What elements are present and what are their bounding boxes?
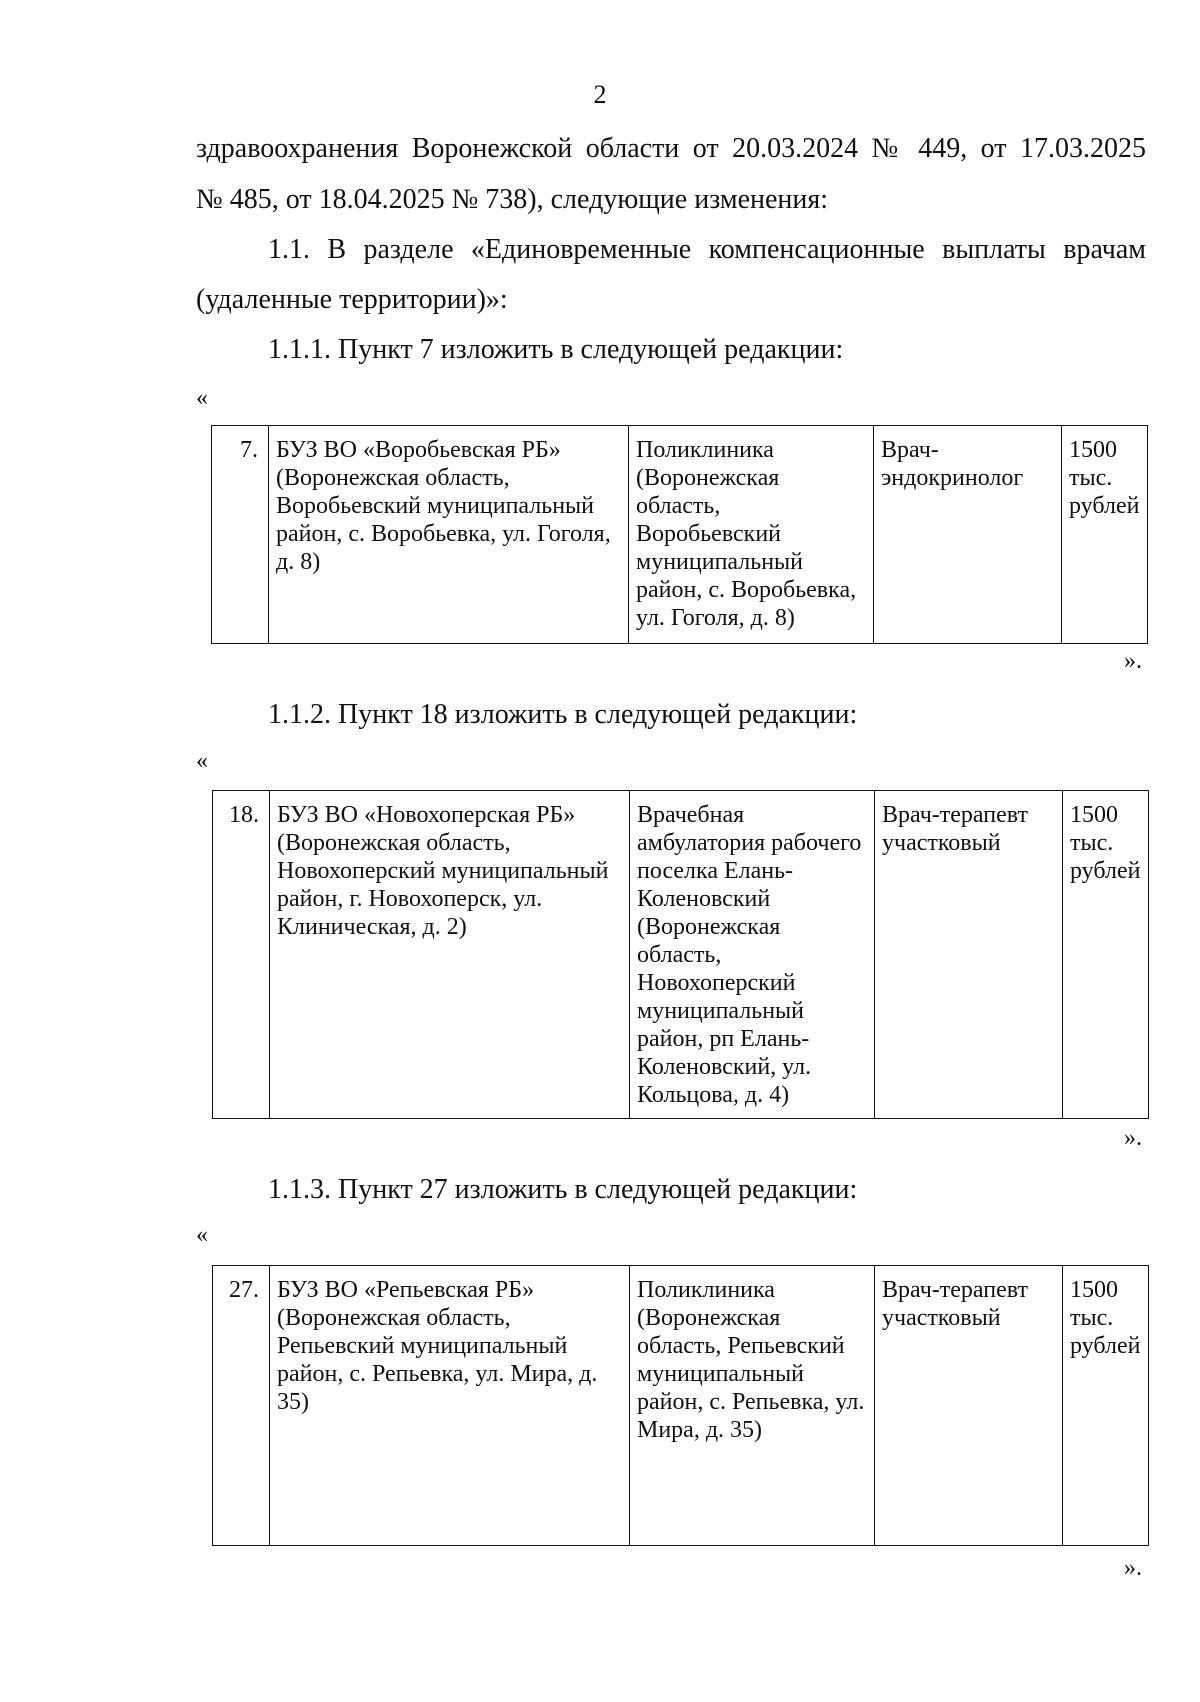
position-cell: Врач-терапевт участковый bbox=[875, 791, 1063, 1119]
unit-cell: Врачебная амбулатория рабочего поселка Елань-Коленовский (Воронежская область, Новохоперский муниципальный район, рп Елань-Коленовский, ул. Кольцова, д. 4) bbox=[630, 791, 875, 1119]
item-heading-18: 1.1.2. Пункт 18 изложить в следующей редакции: bbox=[268, 699, 858, 730]
institution-cell: БУЗ ВО «Новохоперская РБ» (Воронежская область, Новохоперский муниципальный район, г. Новохоперск, ул. Клиническая, д. 2) bbox=[270, 791, 630, 1119]
intro-line-1: здравоохранения Воронежской области от 20.03.2024 № 449, от 17.03.2025 bbox=[196, 133, 1146, 164]
table-row bbox=[213, 1266, 1149, 1546]
table-row bbox=[212, 426, 1148, 644]
quote-open: « bbox=[196, 1222, 208, 1248]
quote-close: ». bbox=[1124, 1125, 1142, 1151]
row-number: 7. bbox=[212, 426, 269, 644]
page-number: 2 bbox=[593, 80, 607, 109]
amount-cell: 1500 тыс. рублей bbox=[1063, 1266, 1149, 1546]
unit-cell: Поликлиника (Воронежская область, Репьевский муниципальный район, с. Репьевка, ул. Мира, д. 35) bbox=[630, 1266, 875, 1546]
quote-open: « bbox=[196, 385, 208, 411]
quote-close: ». bbox=[1124, 648, 1142, 674]
table-row bbox=[213, 791, 1149, 1119]
intro-line-2: № 485, от 18.04.2025 № 738), следующие изменения: bbox=[196, 184, 829, 215]
quote-close: ». bbox=[1124, 1555, 1142, 1581]
item-table-7 bbox=[211, 425, 1148, 644]
institution-cell: БУЗ ВО «Репьевская РБ» (Воронежская область, Репьевский муниципальный район, с. Репьевка, ул. Мира, д. 35) bbox=[270, 1266, 630, 1546]
unit-cell: Поликлиника (Воронежская область, Воробьевский муниципальный район, с. Воробьевка, ул. Гоголя, д. 8) bbox=[629, 426, 874, 644]
item-table-18 bbox=[212, 790, 1149, 1119]
section-line-1: 1.1. В разделе «Единовременные компенсационные выплаты врачам bbox=[268, 234, 1146, 265]
amount-cell: 1500 тыс. рублей bbox=[1062, 426, 1148, 644]
amount-cell: 1500 тыс. рублей bbox=[1063, 791, 1149, 1119]
section-line-2: (удаленные территории)»: bbox=[196, 284, 508, 315]
row-number: 18. bbox=[213, 791, 270, 1119]
position-cell: Врач-эндокринолог bbox=[874, 426, 1062, 644]
quote-open: « bbox=[196, 748, 208, 774]
item-table-27 bbox=[212, 1265, 1149, 1546]
institution-cell: БУЗ ВО «Воробьевская РБ» (Воронежская область, Воробьевский муниципальный район, с. Воробьевка, ул. Гоголя, д. 8) bbox=[269, 426, 629, 644]
row-number: 27. bbox=[213, 1266, 270, 1546]
item-heading-7: 1.1.1. Пункт 7 изложить в следующей редакции: bbox=[268, 334, 844, 365]
item-heading-27: 1.1.3. Пункт 27 изложить в следующей редакции: bbox=[268, 1174, 858, 1205]
position-cell: Врач-терапевт участковый bbox=[875, 1266, 1063, 1546]
